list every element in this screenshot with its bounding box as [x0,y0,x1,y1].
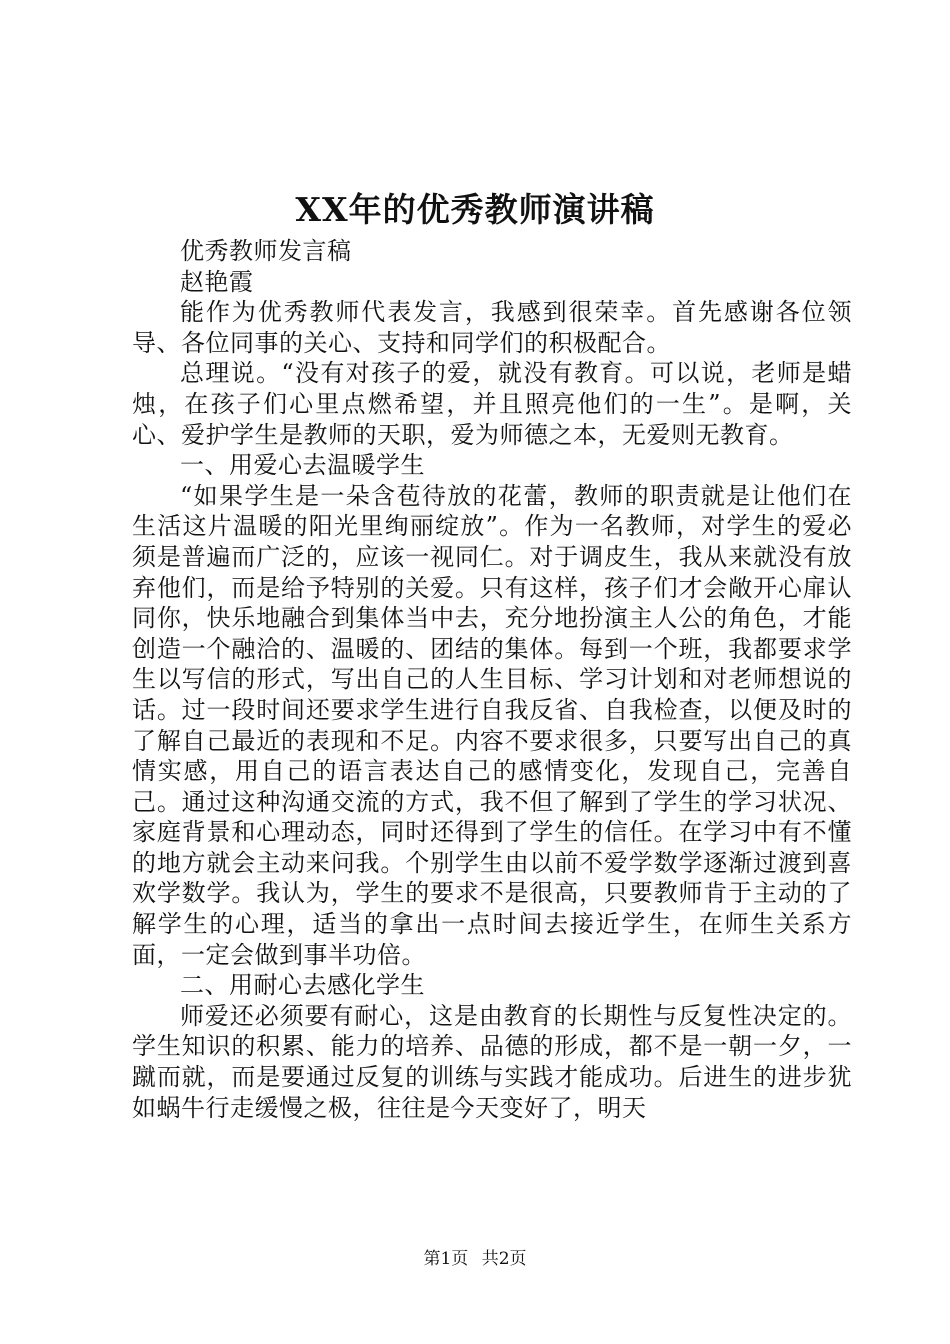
body-paragraph: “如果学生是一朵含苞待放的花蕾，教师的职责就是让他们在生活这片温暖的阳光里绚丽绽放”。作为一名教师，对学生的爱必须是普遍而广泛的，应该一视同仁。对于调皮生，我从来就没有放弃他们，而是给予特别的关爱。只有这样，孩子们才会敞开心扉认同你，快乐地融合到集体当中去，充分地扮演主人公的角色，才能创造一个融洽的、温暖的、团结的集体。每到一个班，我都要求学生以写信的形式，写出自己的人生目标、学习计划和对老师想说的话。过一段时间还要求学生进行自我反省、自我检查，以便及时的了解自己最近的表现和不足。内容不要求很多，只要写出自己的真情实感，用自己的语言表达自己的感情变化，发现自己，完善自己。通过这种沟通交流的方式，我不但了解到了学生的学习状况、家庭背景和心理动态，同时还得到了学生的信任。在学习中有不懂的地方就会主动来问我。个别学生由以前不爱学数学逐渐过渡到喜欢学数学。我认为，学生的要求不是很高，只要教师肯于主动的了解学生的心理，适当的拿出一点时间去接近学生，在师生关系方面，一定会做到事半功倍。 [132,481,852,969]
body-paragraph: 总理说。“没有对孩子的爱，就没有教育。可以说，老师是蜡烛，在孩子们心里点燃希望，并且照亮他们的一生”。是啊，关心、爱护学生是教师的天职，爱为师德之本，无爱则无教育。 [132,359,852,449]
author-paragraph: 赵艳霞 [180,267,254,296]
page-number: 第1页 [423,1249,469,1269]
body-paragraph: 能作为优秀教师代表发言，我感到很荣幸。首先感谢各位领导、各位同事的关心、支持和同学们的积极配合。 [132,298,852,357]
section-heading: 一、用爱心去温暖学生 [180,451,425,480]
body-paragraph: 师爱还必须要有耐心，这是由教育的长期性与反复性决定的。学生知识的积累、能力的培养、品德的形成，都不是一朝一夕，一蹴而就，而是要通过反复的训练与实践才能成功。后进生的进步犹如蜗牛行走缓慢之极，往往是今天变好了，明天 [132,1001,852,1122]
document-title: XX年的优秀教师演讲稿 [295,190,655,229]
section-heading: 二、用耐心去感化学生 [180,971,425,1000]
page-total: 共2页 [481,1249,527,1269]
subtitle-paragraph: 优秀教师发言稿 [180,237,352,265]
page-footer [0,1244,950,1269]
document-body [132,236,852,1123]
